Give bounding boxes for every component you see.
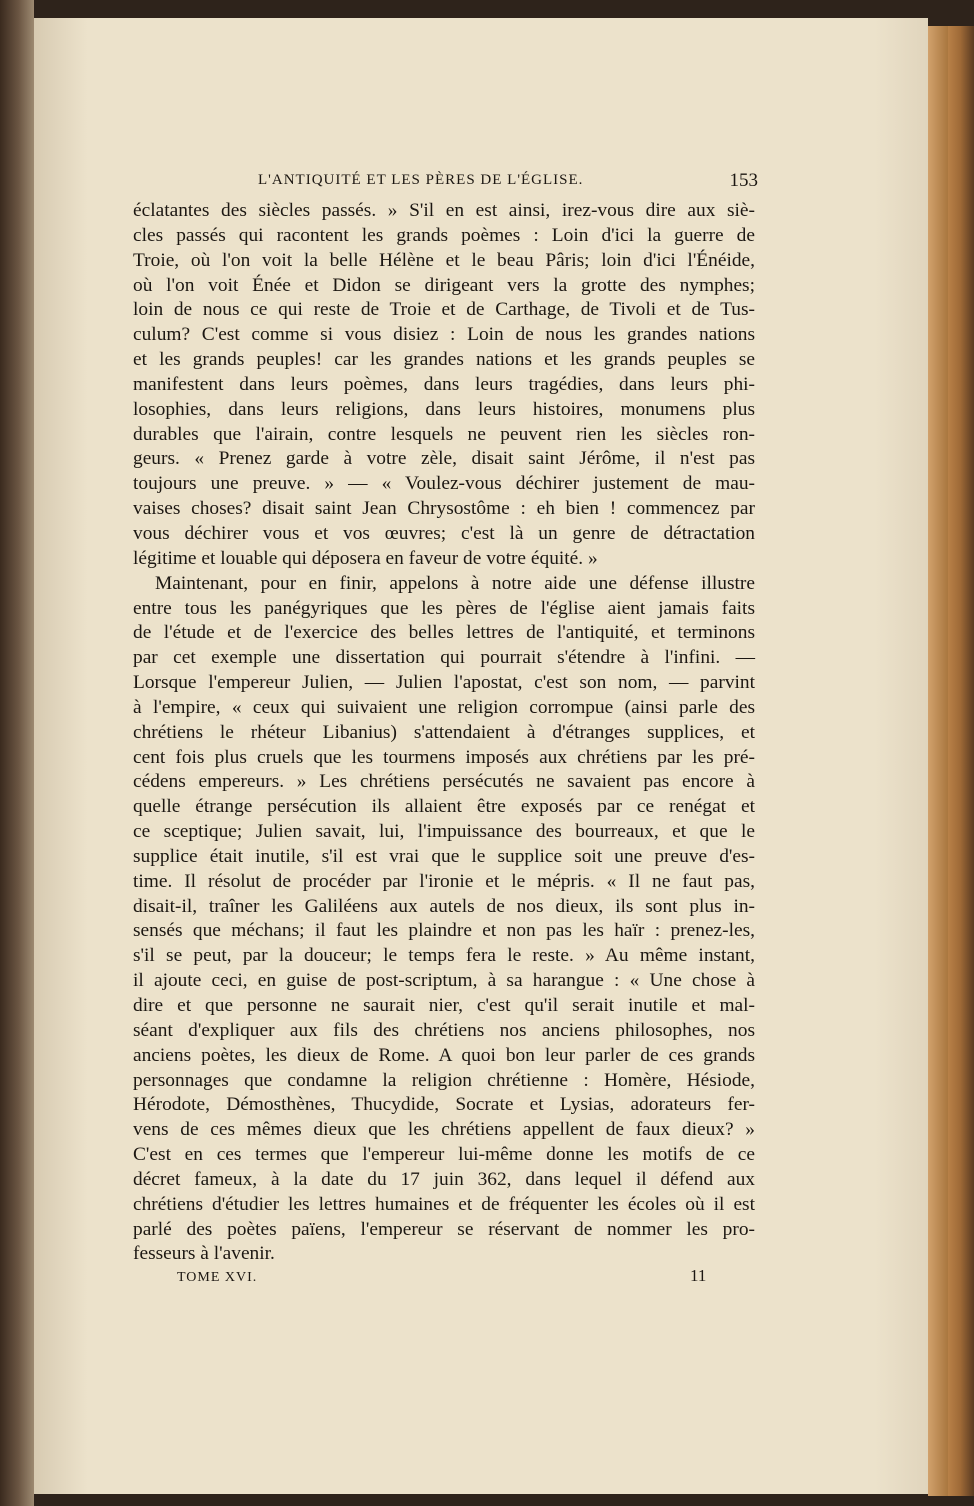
text-line: toujours une preuve. » — « Voulez-vous déchirer justement de mau- (133, 473, 755, 495)
text-line: losophies, dans leurs religions, dans leurs histoires, monumens plus (133, 398, 755, 420)
text-line: s'il se peut, par la douceur; le temps fera le reste. » Au même instant, (133, 945, 755, 967)
text-line: décret fameux, à la date du 17 juin 362, dans lequel il défend aux (133, 1168, 755, 1190)
text-line: geurs. « Prenez garde à votre zèle, disait saint Jérôme, il n'est pas (133, 448, 755, 470)
text-line: anciens poètes, les dieux de Rome. A quoi bon leur parler de ces grands (133, 1044, 755, 1066)
text-line: vens de ces mêmes dieux que les chrétiens appellent de faux dieux? » (133, 1119, 755, 1141)
text-line: quelle étrange persécution ils allaient être exposés par ce renégat et (133, 796, 755, 818)
page-number: 153 (729, 170, 758, 191)
text-line: manifestent dans leurs poèmes, dans leurs tragédies, dans leurs phi- (133, 373, 755, 395)
text-line: légitime et louable qui déposera en faveur de votre équité. » (133, 547, 598, 569)
body-text (133, 199, 755, 1267)
text-line: séant d'expliquer aux fils des chrétiens nos anciens philosophes, nos (133, 1019, 755, 1041)
volume-mark: TOME XVI. (177, 1270, 258, 1285)
text-line: disait-il, traîner les Galiléens aux autels de nos dieux, ils sont plus in- (133, 895, 755, 917)
text-line: personnages que condamne la religion chrétienne : Homère, Hésiode, (133, 1069, 755, 1091)
text-line: entre tous les panégyriques que les pères de l'église aient jamais faits (133, 597, 755, 619)
text-line: chrétiens d'étudier les lettres humaines et de fréquenter les écoles où il est (133, 1193, 755, 1215)
text-line: où l'on voit Énée et Didon se dirigeant vers la grotte des nymphes; (133, 274, 755, 296)
text-line: vous déchirer vous et vos œuvres; c'est là un genre de détractation (133, 522, 755, 544)
text-line: Hérodote, Démosthènes, Thucydide, Socrate et Lysias, adorateurs fer- (133, 1094, 755, 1116)
text-line: cent fois plus cruels que les tourmens imposés aux chrétiens par les pré- (133, 746, 755, 768)
text-line: durables que l'airain, contre lesquels ne peuvent rien les siècles ron- (133, 423, 755, 445)
signature-mark: 11 (690, 1266, 707, 1285)
text-line: il ajoute ceci, en guise de post-scriptum, à sa harangue : « Une chose à (133, 970, 755, 992)
text-line: Troie, où l'on voit la belle Hélène et le beau Pâris; loin d'ici l'Énéide, (133, 249, 755, 271)
text-line: de l'étude et de l'exercice des belles lettres de l'antiquité, et terminons (133, 622, 755, 644)
text-line: éclatantes des siècles passés. » S'il en est ainsi, irez-vous dire aux siè- (133, 200, 755, 221)
page-edge-inner (928, 26, 948, 1496)
text-line: cédens empereurs. » Les chrétiens persécutés ne savaient pas encore à (133, 771, 755, 793)
running-title: L'ANTIQUITÉ ET LES PÈRES DE L'ÉGLISE. (258, 172, 584, 188)
text-line: chrétiens le rhéteur Libanius) s'attendaient à d'étranges supplices, et (133, 721, 755, 743)
text-line: cles passés qui racontent les grands poèmes : Loin d'ici la guerre de (133, 224, 755, 246)
binding-gutter (0, 0, 34, 1506)
text-line: time. Il résolut de procéder par l'ironie et le mépris. « Il ne faut pas, (133, 870, 755, 892)
text-line: Maintenant, pour en finir, appelons à notre aide une défense illustre (155, 572, 755, 594)
text-line: culum? C'est comme si vous disiez : Loin de nous les grandes nations (133, 324, 755, 346)
text-line: supplice était inutile, s'il est vrai que le supplice soit une preuve d'es- (133, 845, 755, 867)
text-line: par cet exemple une dissertation qui pourrait s'étendre à l'infini. — (133, 647, 755, 669)
text-line: ce sceptique; Julien savait, lui, l'impuissance des bourreaux, et que le (133, 821, 755, 843)
text-line: sensés que méchans; il faut les plaindre et non pas les haïr : prenez-les, (133, 920, 755, 942)
text-line: parlé des poètes païens, l'empereur se réservant de nommer les pro- (133, 1218, 755, 1240)
text-line: à l'empire, « ceux qui suivaient une religion corrompue (ainsi parle des (133, 696, 755, 718)
text-line: C'est en ces termes que l'empereur lui-même donne les motifs de ce (133, 1144, 755, 1166)
page-header (258, 172, 758, 196)
text-line: vaises choses? disait saint Jean Chrysostôme : eh bien ! commencez par (133, 498, 755, 520)
text-line: fesseurs à l'avenir. (133, 1243, 275, 1265)
text-line: et les grands peuples! car les grandes nations et les grands peuples se (133, 349, 755, 371)
text-line: loin de nous ce qui reste de Troie et de Carthage, de Tivoli et de Tus- (133, 299, 755, 321)
text-line: Lorsque l'empereur Julien, — Julien l'apostat, c'est son nom, — parvint (133, 672, 755, 694)
text-line: dire et que personne ne saurait nier, c'est qu'il serait inutile et mal- (133, 995, 755, 1016)
